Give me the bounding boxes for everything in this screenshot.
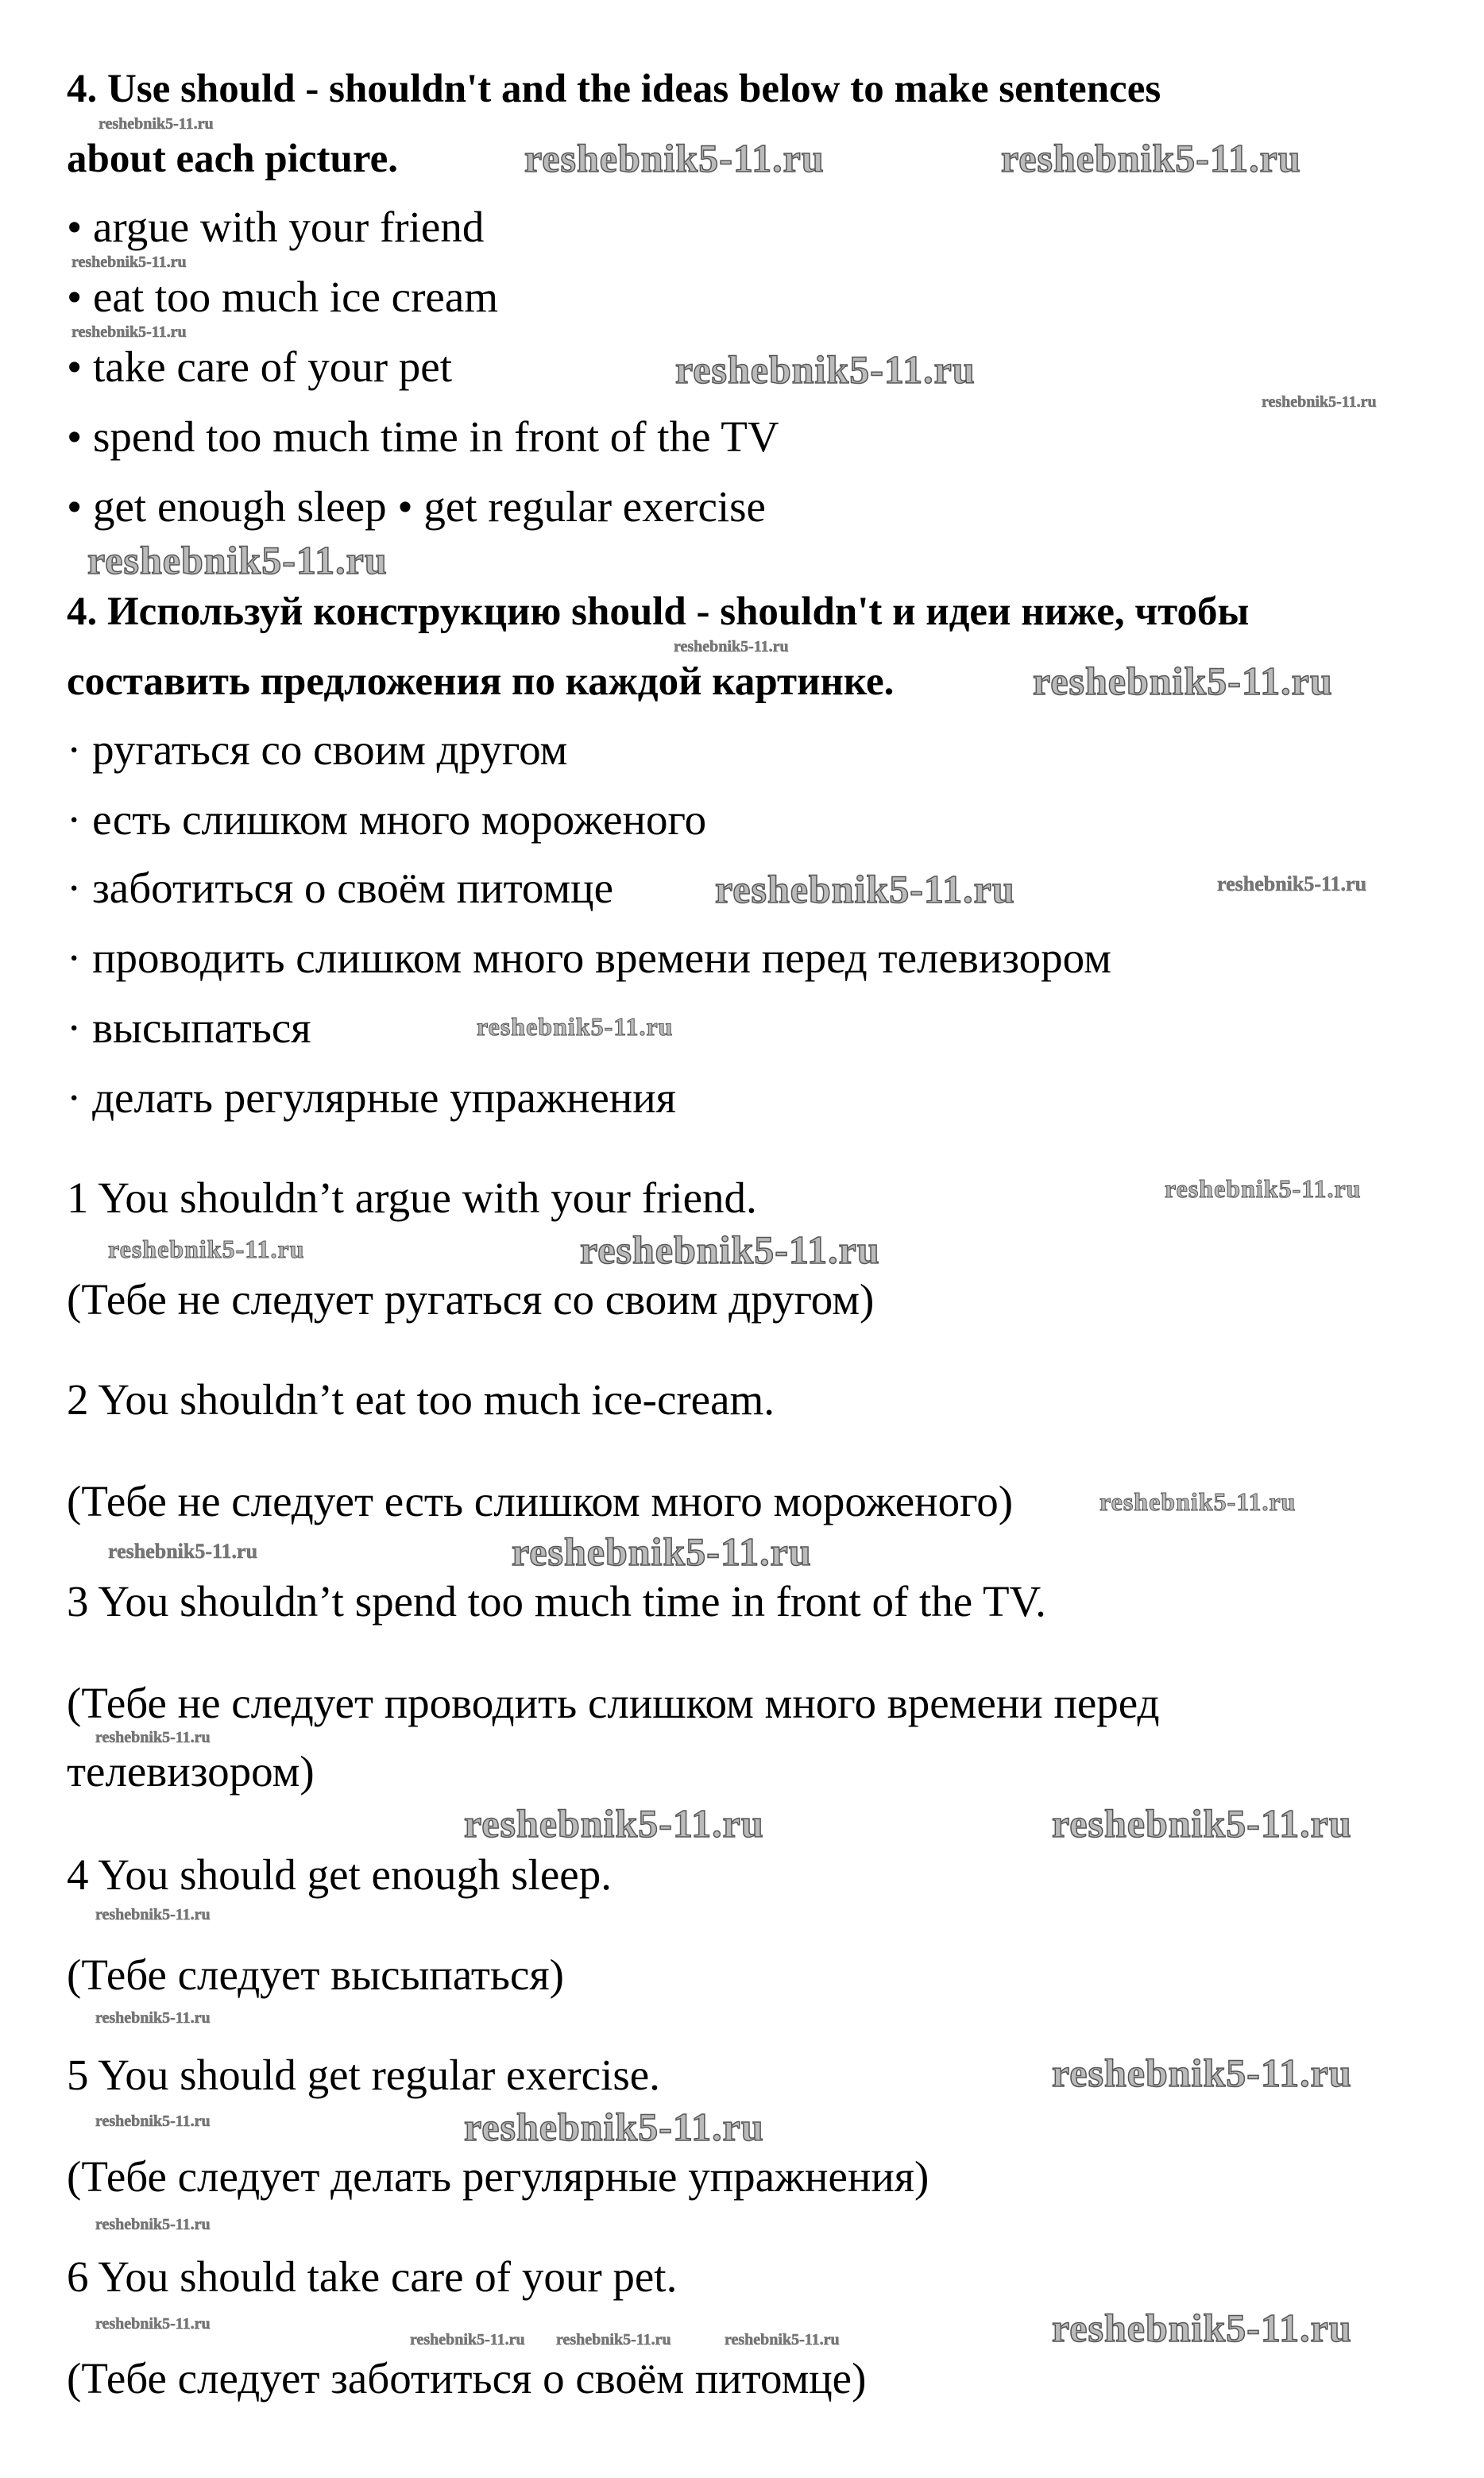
watermark: reshebnik5-11.ru: [1099, 1487, 1297, 1516]
task-title-en-2: about each picture.: [67, 137, 398, 181]
watermark: reshebnik5-11.ru: [1217, 872, 1367, 895]
watermark: reshebnik5-11.ru: [725, 2331, 840, 2348]
watermark: reshebnik5-11.ru: [95, 1729, 211, 1746]
answer-ru-cont: телевизором): [67, 1747, 315, 1796]
watermark: reshebnik5-11.ru: [95, 2113, 211, 2130]
task-title-en: 4. Use should - shouldn't and the ideas below to make sentences: [67, 67, 1161, 111]
watermark: reshebnik5-11.ru: [1165, 1174, 1362, 1203]
watermark: reshebnik5-11.ru: [1052, 2051, 1352, 2095]
bullet-en: • argue with your friend: [67, 203, 485, 251]
watermark: reshebnik5-11.ru: [675, 347, 976, 392]
answer-en: 5 You should get regular exercise.: [67, 2051, 660, 2099]
bullet-en: • eat too much ice cream: [67, 273, 499, 321]
watermark: reshebnik5-11.ru: [580, 1227, 880, 1272]
answer-en: 3 You shouldn’t spend too much time in front of the TV.: [67, 1577, 1046, 1626]
watermark: reshebnik5-11.ru: [95, 1906, 211, 1923]
watermark: reshebnik5-11.ru: [1262, 393, 1377, 411]
answer-ru: (Тебе не следует есть слишком много мороженого): [67, 1477, 1014, 1525]
bullet-ru: · делать регулярные упражнения: [67, 1073, 676, 1122]
watermark: reshebnik5-11.ru: [71, 253, 187, 271]
watermark: reshebnik5-11.ru: [1052, 1801, 1352, 1846]
bullet-ru: · проводить слишком много времени перед телевизором: [67, 934, 1111, 982]
bullet-ru: · ругаться со своим другом: [67, 725, 568, 774]
watermark: reshebnik5-11.ru: [477, 1012, 674, 1041]
watermark: reshebnik5-11.ru: [108, 1540, 258, 1563]
bullet-en: • spend too much time in front of the TV: [67, 412, 779, 461]
answer-ru: (Тебе следует заботиться о своём питомце): [67, 2354, 867, 2403]
watermark: reshebnik5-11.ru: [1052, 2306, 1352, 2350]
watermark: reshebnik5-11.ru: [1001, 136, 1301, 180]
watermark: reshebnik5-11.ru: [410, 2331, 525, 2348]
bullet-ru: · заботиться о своём питомце: [67, 864, 614, 912]
answer-ru: (Тебе не следует ругаться со своим другом): [67, 1275, 875, 1324]
watermark: reshebnik5-11.ru: [464, 1801, 764, 1846]
answer-en: 1 You shouldn’t argue with your friend.: [67, 1173, 757, 1222]
answer-en: 4 You should get enough sleep.: [67, 1850, 612, 1899]
watermark: reshebnik5-11.ru: [556, 2331, 671, 2348]
watermark: reshebnik5-11.ru: [95, 2216, 211, 2233]
bullet-en: • get enough sleep • get regular exercise: [67, 482, 766, 531]
answer-ru: (Тебе следует делать регулярные упражнения): [67, 2152, 929, 2201]
watermark: reshebnik5-11.ru: [464, 2105, 764, 2149]
answer-en: 6 You should take care of your pet.: [67, 2252, 678, 2301]
answer-ru: (Тебе следует высыпаться): [67, 1950, 565, 1999]
watermark: reshebnik5-11.ru: [87, 538, 388, 582]
bullet-ru: · есть слишком много мороженого: [67, 795, 707, 844]
answer-ru: (Тебе не следует проводить слишком много времени перед: [67, 1679, 1160, 1727]
watermark: reshebnik5-11.ru: [108, 1235, 305, 1263]
watermark: reshebnik5-11.ru: [99, 115, 214, 133]
task-title-ru-2: составить предложения по каждой картинке.: [67, 659, 895, 704]
task-title-ru: 4. Используй конструкцию should - shouldn't и идеи ниже, чтобы: [67, 590, 1250, 634]
watermark: reshebnik5-11.ru: [524, 136, 825, 180]
watermark: reshebnik5-11.ru: [674, 638, 789, 655]
watermark: reshebnik5-11.ru: [71, 323, 187, 341]
answer-en: 2 You shouldn’t eat too much ice-cream.: [67, 1375, 775, 1424]
watermark: reshebnik5-11.ru: [715, 867, 1015, 911]
watermark: reshebnik5-11.ru: [95, 2315, 211, 2333]
watermark: reshebnik5-11.ru: [95, 2009, 211, 2027]
bullet-en: • take care of your pet: [67, 342, 452, 391]
watermark: reshebnik5-11.ru: [512, 1529, 812, 1574]
bullet-ru: · высыпаться: [67, 1003, 311, 1052]
watermark: reshebnik5-11.ru: [1033, 659, 1333, 703]
